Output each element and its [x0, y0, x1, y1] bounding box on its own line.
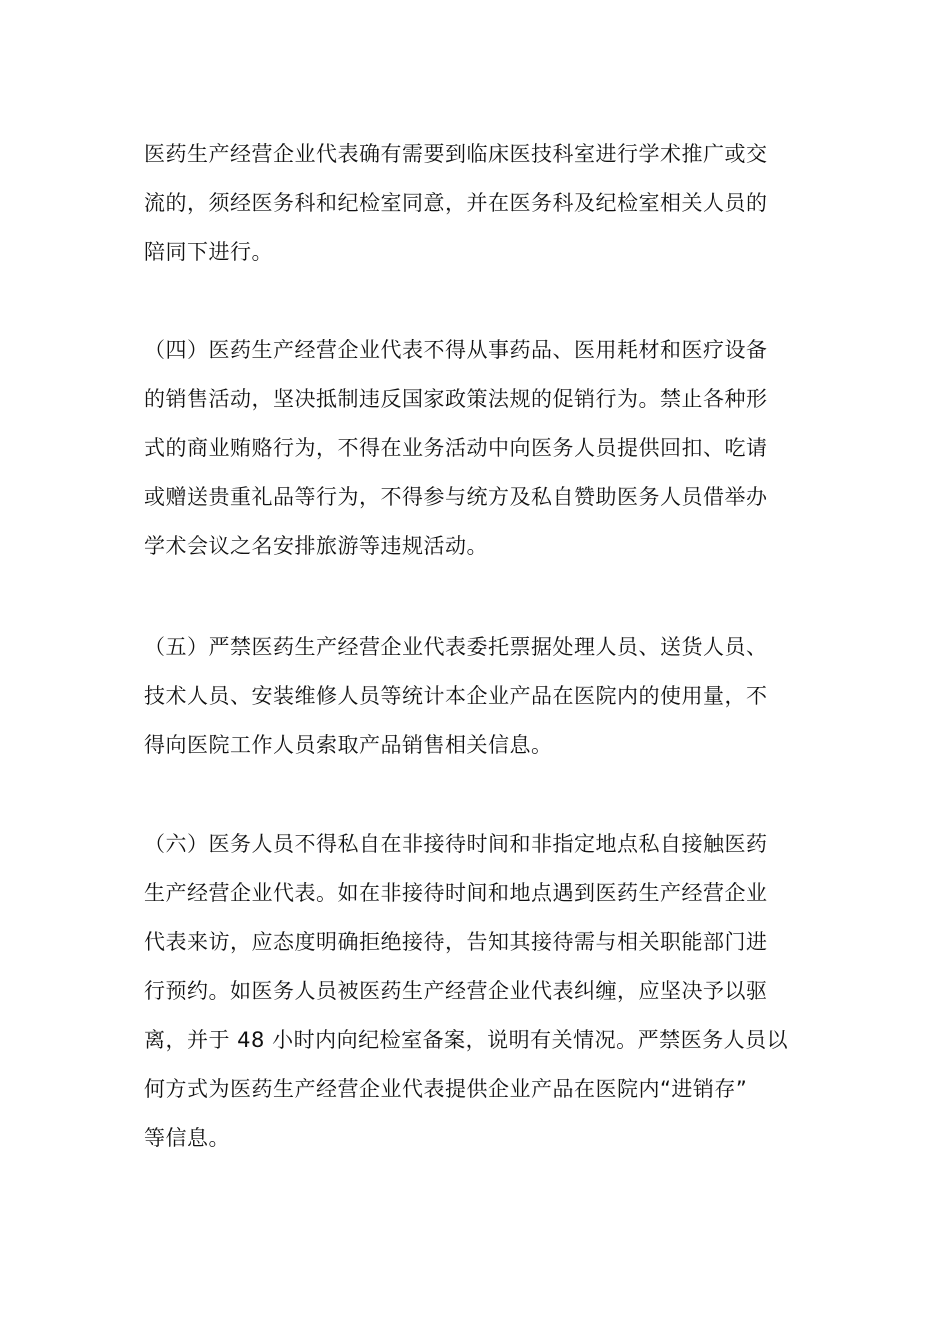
paragraph-academic-promotion	[144, 130, 814, 277]
text-line: 流的，须经医务科和纪检室同意，并在医务科及纪检室相关人员的	[144, 191, 768, 215]
text-line: 离，并于 48 小时内向纪检室备案，说明有关情况。严禁医务人员以	[144, 1028, 789, 1052]
text-line: 生产经营企业代表。如在非接待时间和地点遇到医药生产经营企业	[144, 881, 768, 905]
text-line: 的销售活动，坚决抵制违反国家政策法规的促销行为。禁止各种形	[144, 387, 768, 411]
paragraph-section-6	[144, 820, 814, 1163]
paragraph-section-4	[144, 326, 814, 571]
text-line: 等信息。	[144, 1126, 230, 1150]
text-line: 式的商业贿赂行为，不得在业务活动中向医务人员提供回扣、吃请	[144, 436, 768, 460]
text-line: 或赠送贵重礼品等行为，不得参与统方及私自赞助医务人员借举办	[144, 485, 768, 509]
text-line: （六）医务人员不得私自在非接待时间和非指定地点私自接触医药	[144, 832, 768, 856]
text-line: 得向医院工作人员索取产品销售相关信息。	[144, 733, 553, 757]
text-line: （五）严禁医药生产经营企业代表委托票据处理人员、送货人员、	[144, 635, 768, 659]
paragraph-section-5	[144, 623, 814, 770]
text-line: 陪同下进行。	[144, 240, 273, 264]
text-line: 医药生产经营企业代表确有需要到临床医技科室进行学术推广或交	[144, 142, 768, 166]
text-line: 行预约。如医务人员被医药生产经营企业代表纠缠，应坚决予以驱	[144, 979, 768, 1003]
text-line: （四）医药生产经营企业代表不得从事药品、医用耗材和医疗设备	[144, 338, 768, 362]
text-line: 技术人员、安装维修人员等统计本企业产品在医院内的使用量，不	[144, 684, 768, 708]
text-line: 何方式为医药生产经营企业代表提供企业产品在医院内“进销存”	[144, 1077, 748, 1101]
text-line: 学术会议之名安排旅游等违规活动。	[144, 534, 488, 558]
text-line: 代表来访，应态度明确拒绝接待，告知其接待需与相关职能部门进	[144, 930, 768, 954]
